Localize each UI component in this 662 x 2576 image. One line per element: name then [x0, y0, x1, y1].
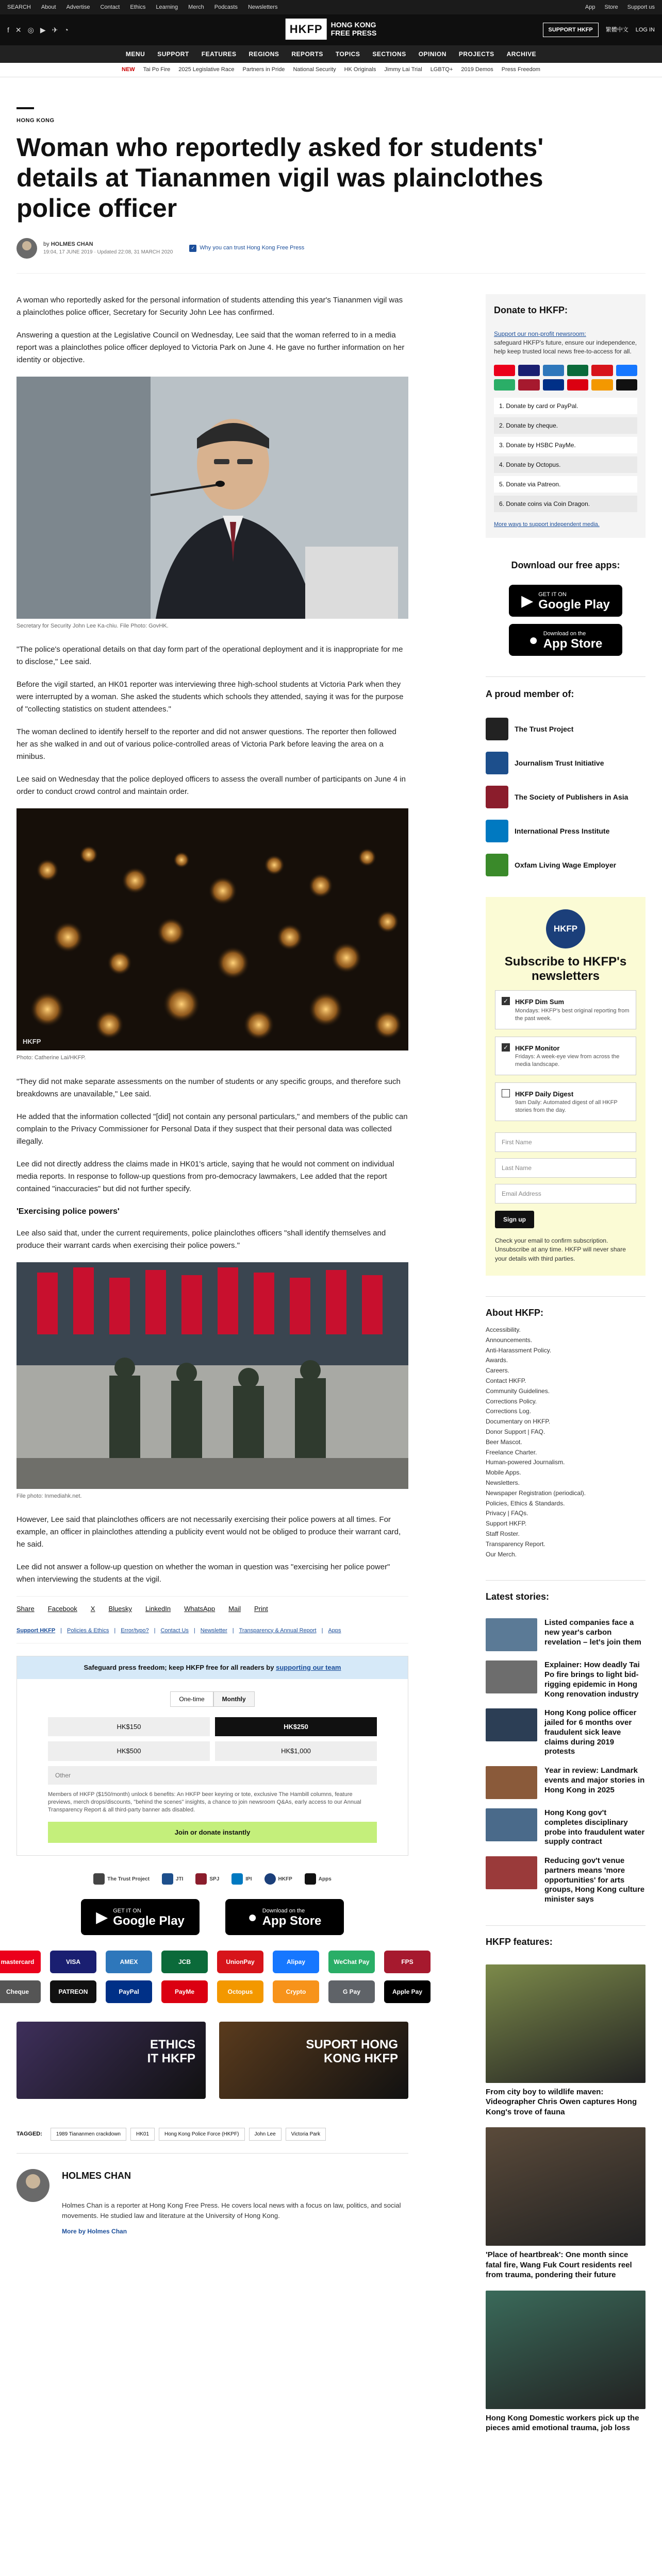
- trending-item[interactable]: Press Freedom: [501, 66, 540, 73]
- donation-way[interactable]: 1. Donate by card or PayPal.: [494, 398, 637, 414]
- card-logos: [494, 365, 637, 391]
- trending-item[interactable]: 2019 Demos: [461, 66, 493, 73]
- about-link[interactable]: Newsletters.: [486, 1479, 520, 1487]
- newsletter-option[interactable]: HKFP Daily Digest 9am Daily: Automated digest of all HKFP stories from the day.: [495, 1082, 636, 1121]
- about-link[interactable]: Policies, Ethics & Standards.: [486, 1499, 565, 1507]
- about-title: About HKFP:: [486, 1308, 543, 1318]
- payment-method-logo: Crypto: [273, 1980, 319, 2003]
- promo-banner-ethics[interactable]: ETHICS IT HKFP: [16, 2022, 206, 2099]
- amount-option[interactable]: HK$1,000: [215, 1741, 377, 1761]
- app-link[interactable]: App: [585, 4, 595, 10]
- telegram-icon[interactable]: ✈: [52, 25, 58, 34]
- trending-item[interactable]: Jimmy Lai Trial: [384, 66, 422, 73]
- byline: by HOLMES CHAN 19:04, 17 JUNE 2019 · Updated 22:08, 31 MARCH 2020 ✓ Why you can trust Hong Kong Free Press: [16, 238, 646, 274]
- policy-links: Support HKFP | Policies & Ethics | Error/typo? | Contact Us | Newsletter | Transparency & Annual Report | Apps: [16, 1621, 408, 1644]
- latest-story[interactable]: [486, 1856, 646, 1905]
- paragraph: "They did not make separate assessments on the number of students or any specific groups, and therefore such breakdowns are unavailable," Lee said.: [16, 1077, 401, 1098]
- paragraph: A woman who reportedly asked for the personal information of students attending this year's Tiananmen vigil was a plainclothes police officer, Secretary for Security John Lee has confirmed.: [16, 295, 403, 317]
- article-subhead: 'Exercising police powers': [16, 1207, 120, 1216]
- nav-sections[interactable]: SECTIONS: [372, 50, 406, 58]
- freq-monthly[interactable]: Monthly: [213, 1691, 255, 1707]
- photo-caption: Photo: Catherine Lai/HKFP.: [16, 1055, 86, 1061]
- trending-item[interactable]: Tai Po Fire: [143, 66, 171, 73]
- about-link[interactable]: Staff Roster.: [486, 1530, 520, 1538]
- story-title[interactable]: Hong Kong gov't completes disciplinary probe into fraudulent water supply contract: [544, 1808, 645, 1846]
- paragraph: He added that the information collected "[did] not contain any personal particulars," and members of the public can complain to the Privacy Commissioner for Personal Data if they suspect that their personal data was collected illegally.: [16, 1112, 408, 1146]
- author-box-name[interactable]: HOLMES CHAN: [62, 2171, 131, 2181]
- about-link[interactable]: Human-powered Journalism.: [486, 1459, 565, 1466]
- paragraph: The woman declined to identify herself to the reporter and did not answer questions. The reporter then followed her as she walked in and out of various police-controlled areas of Victoria Park before leaving the area on a minibus.: [16, 727, 396, 761]
- about-link[interactable]: Awards.: [486, 1357, 508, 1364]
- first-name-input[interactable]: First Name: [495, 1132, 636, 1152]
- tag[interactable]: HK01: [130, 2128, 155, 2141]
- sidebar-apps: [486, 558, 646, 656]
- donation-way[interactable]: 4. Donate by Octopus.: [494, 456, 637, 473]
- latest-story[interactable]: [486, 1708, 646, 1757]
- feature-story[interactable]: [486, 2291, 646, 2433]
- nav-archive[interactable]: ARCHIVE: [506, 50, 537, 58]
- sidebar-features: [486, 1925, 646, 2433]
- support-us-link[interactable]: Support us: [627, 4, 655, 10]
- brand-bar: [0, 14, 662, 45]
- share-bluesky[interactable]: Bluesky: [108, 1605, 132, 1613]
- story-title[interactable]: Explainer: How deadly Tai Po fire brings to light bid-rigging epidemic in Hong Kong renovation industry: [544, 1660, 640, 1699]
- payment-method-logo: AMEX: [106, 1951, 152, 1973]
- member-title: A proud member of:: [486, 689, 574, 700]
- newsletter-title: Subscribe to HKFP's newsletters: [504, 955, 627, 983]
- story-title[interactable]: Listed companies face a new year's carbon revelation – let's join them: [544, 1618, 641, 1647]
- about-link[interactable]: Donor Support | FAQ.: [486, 1428, 545, 1436]
- apple-icon: ●: [247, 1908, 257, 1926]
- paragraph: "The police's operational details on that day form part of the operational deployment and it is inappropriate for me to disclose," Lee said.: [16, 645, 403, 666]
- article-tags: [16, 2122, 408, 2147]
- instagram-icon[interactable]: ◎: [27, 25, 34, 34]
- about-link[interactable]: Contact HKFP.: [486, 1377, 526, 1385]
- tag[interactable]: John Lee: [249, 2128, 282, 2141]
- payment-method-logo: Apple Pay: [384, 1980, 431, 2003]
- payment-methods: [1, 1951, 423, 2003]
- app-store-buttons: [16, 1899, 408, 1935]
- sidebar-app-store-button[interactable]: ● Download on the App Store: [509, 624, 622, 656]
- last-name-input[interactable]: Last Name: [495, 1158, 636, 1178]
- language-switch[interactable]: 繁體中文: [605, 26, 628, 33]
- facebook-icon[interactable]: f: [7, 25, 9, 34]
- share-x[interactable]: X: [90, 1605, 95, 1613]
- newsletter-logo: HKFP: [546, 909, 585, 948]
- trust-logo[interactable]: Apps: [305, 1873, 332, 1885]
- search-link[interactable]: SEARCH: [7, 4, 31, 10]
- story-title[interactable]: Year in review: Landmark events and major stories in Hong Kong in 2025: [544, 1766, 645, 1794]
- feature-title[interactable]: Hong Kong Domestic workers pick up the pieces amid emotional trauma, job loss: [486, 2413, 639, 2433]
- trust-icon: ✓: [189, 245, 196, 252]
- newsletters-link[interactable]: Newsletters: [247, 4, 278, 10]
- site-logo[interactable]: [286, 19, 377, 40]
- story-thumbnail[interactable]: [486, 1808, 537, 1841]
- policy-link[interactable]: Newsletter: [200, 1627, 227, 1634]
- latest-story[interactable]: [486, 1808, 646, 1847]
- google-play-icon: ▶: [521, 592, 534, 609]
- latest-title: Latest stories:: [486, 1591, 550, 1602]
- donate-widget: [16, 1656, 408, 1856]
- paragraph: Lee said on Wednesday that the police deployed officers to assess the overall number of participants on June 4 in order to conduct crowd control and maintain order.: [16, 775, 406, 796]
- about-link[interactable]: Anti-Harassment Policy.: [486, 1346, 552, 1354]
- payment-method-logo: Cheque: [0, 1980, 41, 2003]
- trust-logo[interactable]: SPJ: [195, 1873, 219, 1885]
- photo-caption: File photo: Inmediahk.net.: [16, 1493, 82, 1499]
- share-linkedin[interactable]: LinkedIn: [145, 1605, 171, 1613]
- payment-method-logo: JCB: [161, 1951, 208, 1973]
- share-whatsapp[interactable]: WhatsApp: [184, 1605, 216, 1613]
- logo-mark: HKFP: [286, 19, 327, 40]
- more-ways-link[interactable]: More ways to support independent media.: [494, 521, 600, 528]
- membership-note: Members of HKFP ($150/month) unlock 6 benefits: An HKFP beer keyring or tote, exclusive The Hambill columns, feature previews, merch drops/discounts, "behind the scenes" insights, a chance to join newsroom Q&As, early access to our Annual Transparency Report & all third-party banner ads disabled.: [48, 1791, 361, 1814]
- article-headline: Woman who reportedly asked for students' details at Tiananmen vigil was plainclothes police officer: [16, 132, 544, 223]
- about-link[interactable]: Privacy | FAQs.: [486, 1510, 528, 1517]
- amount-option[interactable]: HK$150: [48, 1717, 210, 1737]
- about-link[interactable]: Corrections Log.: [486, 1408, 532, 1415]
- promo-banner-support[interactable]: SUPORT HONG KONG HKFP: [219, 2022, 408, 2099]
- payment-method-logo: UnionPay: [217, 1951, 263, 1973]
- policy-link[interactable]: Policies & Ethics: [67, 1627, 109, 1634]
- amount-option-selected[interactable]: HK$250: [215, 1717, 377, 1737]
- paragraph: Lee also said that, under the current requirements, police plainclothes officers "shall identify themselves and produce their warrant cards when exercising their police powers.": [16, 1228, 386, 1250]
- share-bar: [16, 1596, 408, 1621]
- nav-menu[interactable]: MENU: [125, 50, 145, 58]
- story-title[interactable]: Reducing gov't venue partners means 'more opportunities' for arts groups, Hong Kong culture minister says: [544, 1856, 645, 1904]
- share-facebook[interactable]: Facebook: [47, 1605, 77, 1613]
- sidebar-donate-link[interactable]: Support our non-profit newsroom:: [494, 330, 586, 337]
- sidebar: [486, 294, 646, 2454]
- freq-one-time[interactable]: One-time: [170, 1691, 213, 1707]
- about-links: [486, 1325, 646, 1560]
- member-org[interactable]: The Society of Publishers in Asia: [486, 786, 646, 808]
- about-link[interactable]: Beer Mascot.: [486, 1438, 522, 1446]
- google-play-button[interactable]: ▶ GET IT ON Google Play: [81, 1899, 200, 1935]
- feature-story[interactable]: [486, 2127, 646, 2280]
- payment-method-logo: mastercard: [0, 1951, 41, 1973]
- about-link[interactable]: Corrections Policy.: [486, 1397, 537, 1405]
- latest-story[interactable]: [486, 1618, 646, 1651]
- app-store-button[interactable]: ● Download on the App Store: [225, 1899, 344, 1935]
- trust-link[interactable]: [189, 244, 304, 252]
- nav-reports[interactable]: REPORTS: [291, 50, 323, 58]
- trust-logo[interactable]: HKFP: [264, 1873, 292, 1885]
- trending-new-label: NEW: [122, 66, 135, 73]
- apple-icon: ●: [528, 631, 538, 649]
- share-print[interactable]: Print: [254, 1605, 268, 1613]
- amount-other-input[interactable]: Other: [48, 1766, 377, 1785]
- donate-head-text: Safeguard press freedom; keep HKFP free for all readers by: [84, 1664, 274, 1671]
- about-link[interactable]: Accessibility.: [486, 1326, 521, 1334]
- member-org[interactable]: The Trust Project: [486, 718, 646, 740]
- tag[interactable]: Hong Kong Police Force (HKPF): [159, 2128, 245, 2141]
- sidebar-donate-text: safeguard HKFP's future, ensure our independence, help keep trusted local news free-to-access for all.: [494, 338, 637, 355]
- payment-method-logo: FPS: [384, 1951, 431, 1973]
- nav-opinion[interactable]: OPINION: [418, 50, 446, 58]
- section-tag[interactable]: HONG KONG: [16, 107, 646, 125]
- payment-method-logo: Alipay: [273, 1951, 319, 1973]
- story-thumbnail[interactable]: [486, 1708, 537, 1741]
- trust-logo[interactable]: JTI: [162, 1873, 183, 1885]
- feature-image[interactable]: [486, 2127, 646, 2246]
- author-bio: Holmes Chan is a reporter at Hong Kong Free Press. He covers local news with a focus on law, politics, and social movements. He studied law and literature at the University of Hong Kong.: [62, 2201, 401, 2219]
- amount-option[interactable]: HK$500: [48, 1741, 210, 1761]
- feature-title[interactable]: 'Place of heartbreak': One month since fatal fire, Wang Fuk Court residents reel from trauma, pondering their future: [486, 2250, 632, 2280]
- sidebar-apps-title: Download our free apps:: [511, 560, 620, 571]
- paragraph: Answering a question at the Legislative Council on Wednesday, Lee said that the woman referred to in a media report was a plainclothes police officer deployed to Victoria Park on June 4. He gave no further information on her identity or objective.: [16, 330, 405, 364]
- checkbox-checked[interactable]: ✓: [502, 1043, 510, 1052]
- feature-image[interactable]: [486, 1964, 646, 2083]
- trending-item[interactable]: 2025 Legislative Race: [178, 66, 235, 73]
- photo-candlelight-vigil[interactable]: [16, 808, 408, 1050]
- paragraph: Lee did not answer a follow-up question on whether the woman in question was "exercising her police power" when interviewing the students at the vigil.: [16, 1563, 390, 1584]
- photo-watermark: HKFP: [23, 1037, 41, 1045]
- about-link[interactable]: Newspaper Registration (periodical).: [486, 1489, 586, 1497]
- payment-method-logo: G Pay: [328, 1980, 375, 2003]
- logo-line-2: FREE PRESS: [330, 28, 377, 37]
- about-link[interactable]: Careers.: [486, 1367, 510, 1375]
- donation-amounts: [48, 1717, 377, 1761]
- trending-item[interactable]: HK Originals: [344, 66, 376, 73]
- feature-title[interactable]: From city boy to wildlife maven: Videographer Chris Owen captures Hong Kong's trove of fauna: [486, 2087, 637, 2116]
- rss-icon[interactable]: ◔: [64, 25, 69, 34]
- nav-support[interactable]: SUPPORT: [157, 50, 189, 58]
- sidebar-donate-title: Donate to HKFP:: [494, 304, 568, 315]
- signup-button[interactable]: Sign up: [495, 1211, 534, 1228]
- member-org[interactable]: Oxfam Living Wage Employer: [486, 854, 646, 876]
- podcasts-link[interactable]: Podcasts: [214, 4, 238, 10]
- donation-way[interactable]: 6. Donate coins via Coin Dragon.: [494, 496, 637, 512]
- about-link[interactable]: Our Merch.: [486, 1550, 517, 1558]
- candle-illustration: [16, 808, 408, 1050]
- paragraph: Lee did not directly address the claims made in HK01's article, saying that he would not comment on individual media reports. In response to follow-up questions from pro-democracy lawmakers, Lee added that the report contained "inaccuracies" but did not further specify.: [16, 1159, 394, 1193]
- donate-button[interactable]: Join or donate instantly: [48, 1822, 377, 1843]
- social-icons: [7, 25, 69, 36]
- learning-link[interactable]: Learning: [156, 4, 178, 10]
- story-title[interactable]: Hong Kong police officer jailed for 6 months over fraudulent sick leave claims during 2019 protests: [544, 1708, 637, 1756]
- donation-ways: [494, 398, 637, 512]
- payment-method-logo: Octopus: [217, 1980, 263, 2003]
- author-name[interactable]: HOLMES CHAN: [51, 241, 93, 247]
- latest-story[interactable]: [486, 1766, 646, 1799]
- donation-way[interactable]: 3. Donate by HSBC PayMe.: [494, 437, 637, 453]
- trust-logos: [16, 1873, 408, 1885]
- utility-bar: [0, 0, 662, 14]
- store-link[interactable]: Store: [604, 4, 618, 10]
- newsletter-option[interactable]: ✓ HKFP Monitor Fridays: A week-eye view from across the media landscape.: [495, 1037, 636, 1075]
- logo-line-1: HONG KONG: [330, 21, 376, 29]
- donation-way[interactable]: 2. Donate by cheque.: [494, 417, 637, 434]
- donate-head-link[interactable]: supporting our team: [276, 1664, 341, 1671]
- story-thumbnail[interactable]: [486, 1660, 537, 1693]
- policy-link[interactable]: Transparency & Annual Report: [239, 1627, 317, 1634]
- story-thumbnail[interactable]: [486, 1856, 537, 1889]
- x-icon[interactable]: ✕: [15, 25, 22, 34]
- sidebar-google-play-button[interactable]: ▶ GET IT ON Google Play: [509, 585, 622, 617]
- login-link[interactable]: LOG IN: [635, 26, 655, 33]
- payment-method-logo: VISA: [50, 1951, 96, 1973]
- about-link[interactable]: Support HKFP.: [486, 1520, 527, 1528]
- paragraph: Before the vigil started, an HK01 reporter was interviewing three high-school students at Victoria Park when they were interrupted by a woman. She asked the students which schools they attended, saying it was for the purpose of "collecting statistics on student attendees.": [16, 680, 404, 714]
- payment-method-logo: PayPal: [106, 1980, 152, 2003]
- photo-caption: Secretary for Security John Lee Ka-chiu. File Photo: GovHK.: [16, 622, 169, 629]
- trust-link-text: Why you can trust Hong Kong Free Press: [200, 245, 305, 251]
- more-by-author-link[interactable]: More by Holmes Chan: [62, 2228, 127, 2235]
- youtube-icon[interactable]: ▶: [40, 25, 46, 34]
- article-body: [1, 294, 423, 2454]
- feature-story[interactable]: [486, 1964, 646, 2117]
- member-org[interactable]: Journalism Trust Initiative: [486, 752, 646, 774]
- feature-image[interactable]: [486, 2291, 646, 2409]
- published-date: 19:04, 17 JUNE 2019: [43, 249, 93, 256]
- policy-link[interactable]: Apps: [328, 1627, 341, 1634]
- trust-logo[interactable]: IPI: [231, 1873, 252, 1885]
- paragraph: However, Lee said that plainclothes officers are not necessarily exercising their police powers at all times. For example, an officer in plainclothes attending a publicity event would not be obliged to produce their warrant card, he said.: [16, 1515, 401, 1549]
- about-link[interactable]: Mobile Apps.: [486, 1469, 521, 1477]
- payment-method-logo: PATREON: [50, 1980, 96, 2003]
- photo-police-officers[interactable]: [16, 1262, 408, 1489]
- policy-link[interactable]: Error/typo?: [121, 1627, 149, 1634]
- nav-features[interactable]: FEATURES: [201, 50, 237, 58]
- checkbox-checked[interactable]: ✓: [502, 997, 510, 1005]
- policy-link[interactable]: Support HKFP: [16, 1627, 56, 1634]
- features-title: HKFP features:: [486, 1936, 553, 1947]
- email-input[interactable]: Email Address: [495, 1184, 636, 1204]
- merch-link[interactable]: Merch: [188, 4, 204, 10]
- trending-item[interactable]: Partners in Pride: [242, 66, 285, 73]
- support-hkfp-button[interactable]: SUPPORT HKFP: [543, 23, 599, 38]
- nav-topics[interactable]: TOPICS: [335, 50, 360, 58]
- promo-banners: [16, 2022, 408, 2099]
- about-link[interactable]: Transparency Report.: [486, 1540, 545, 1548]
- newsletter-note: Check your email to confirm subscription. Unsubscribe at any time. HKFP will never share your details with third parties.: [495, 1236, 626, 1262]
- story-thumbnail[interactable]: [486, 1766, 537, 1799]
- donation-frequency: [48, 1691, 377, 1707]
- by-prefix: by: [43, 241, 49, 247]
- speaker-illustration: [16, 377, 408, 619]
- policy-link[interactable]: Contact Us: [160, 1627, 189, 1634]
- advertise-link[interactable]: Advertise: [66, 4, 90, 10]
- payment-method-logo: WeChat Pay: [328, 1951, 375, 1973]
- latest-story[interactable]: [486, 1660, 646, 1699]
- about-link[interactable]: Freelance Charter.: [486, 1448, 537, 1456]
- tag[interactable]: 1989 Tiananmen crackdown: [51, 2128, 126, 2141]
- newsletter-signup: [486, 897, 646, 1276]
- sidebar-about: [486, 1296, 646, 1560]
- tags-label: TAGGED:: [16, 2131, 42, 2138]
- member-org[interactable]: International Press Institute: [486, 820, 646, 842]
- trending-bar: [0, 63, 662, 77]
- share-mail[interactable]: Mail: [228, 1605, 241, 1613]
- story-thumbnail[interactable]: [486, 1618, 537, 1651]
- newsletter-option[interactable]: ✓ HKFP Dim Sum Mondays: HKFP's best original reporting from the past week.: [495, 990, 636, 1029]
- about-link[interactable]: Announcements.: [486, 1336, 533, 1344]
- sidebar-latest: [486, 1580, 646, 1905]
- author-box: [16, 2153, 408, 2236]
- photo-john-lee[interactable]: [16, 377, 408, 619]
- sidebar-donate: [486, 294, 646, 538]
- trending-item[interactable]: National Security: [293, 66, 336, 73]
- author-avatar[interactable]: [16, 238, 37, 259]
- tag[interactable]: Victoria Park: [286, 2128, 326, 2141]
- nav-regions[interactable]: REGIONS: [249, 50, 279, 58]
- author-box-avatar[interactable]: [16, 2169, 49, 2202]
- trust-logo[interactable]: The Trust Project: [93, 1873, 150, 1885]
- contact-link[interactable]: Contact: [100, 4, 120, 10]
- police-illustration: [16, 1262, 408, 1489]
- payment-method-logo: PayMe: [161, 1980, 208, 2003]
- about-link[interactable]: Community Guidelines.: [486, 1387, 550, 1395]
- google-play-icon: ▶: [96, 1908, 108, 1926]
- share-label[interactable]: Share: [16, 1605, 35, 1613]
- donation-way[interactable]: 5. Donate via Patreon.: [494, 476, 637, 493]
- sidebar-member: [486, 676, 646, 876]
- checkbox-unchecked[interactable]: [502, 1089, 510, 1097]
- updated-date: Updated 22:08, 31 MARCH 2020: [97, 249, 173, 256]
- about-link[interactable]: About: [41, 4, 56, 10]
- ethics-link[interactable]: Ethics: [130, 4, 146, 10]
- main-nav: [0, 45, 662, 63]
- about-link[interactable]: Documentary on HKFP.: [486, 1418, 551, 1426]
- nav-projects[interactable]: PROJECTS: [458, 50, 494, 58]
- trending-item[interactable]: LGBTQ+: [430, 66, 453, 73]
